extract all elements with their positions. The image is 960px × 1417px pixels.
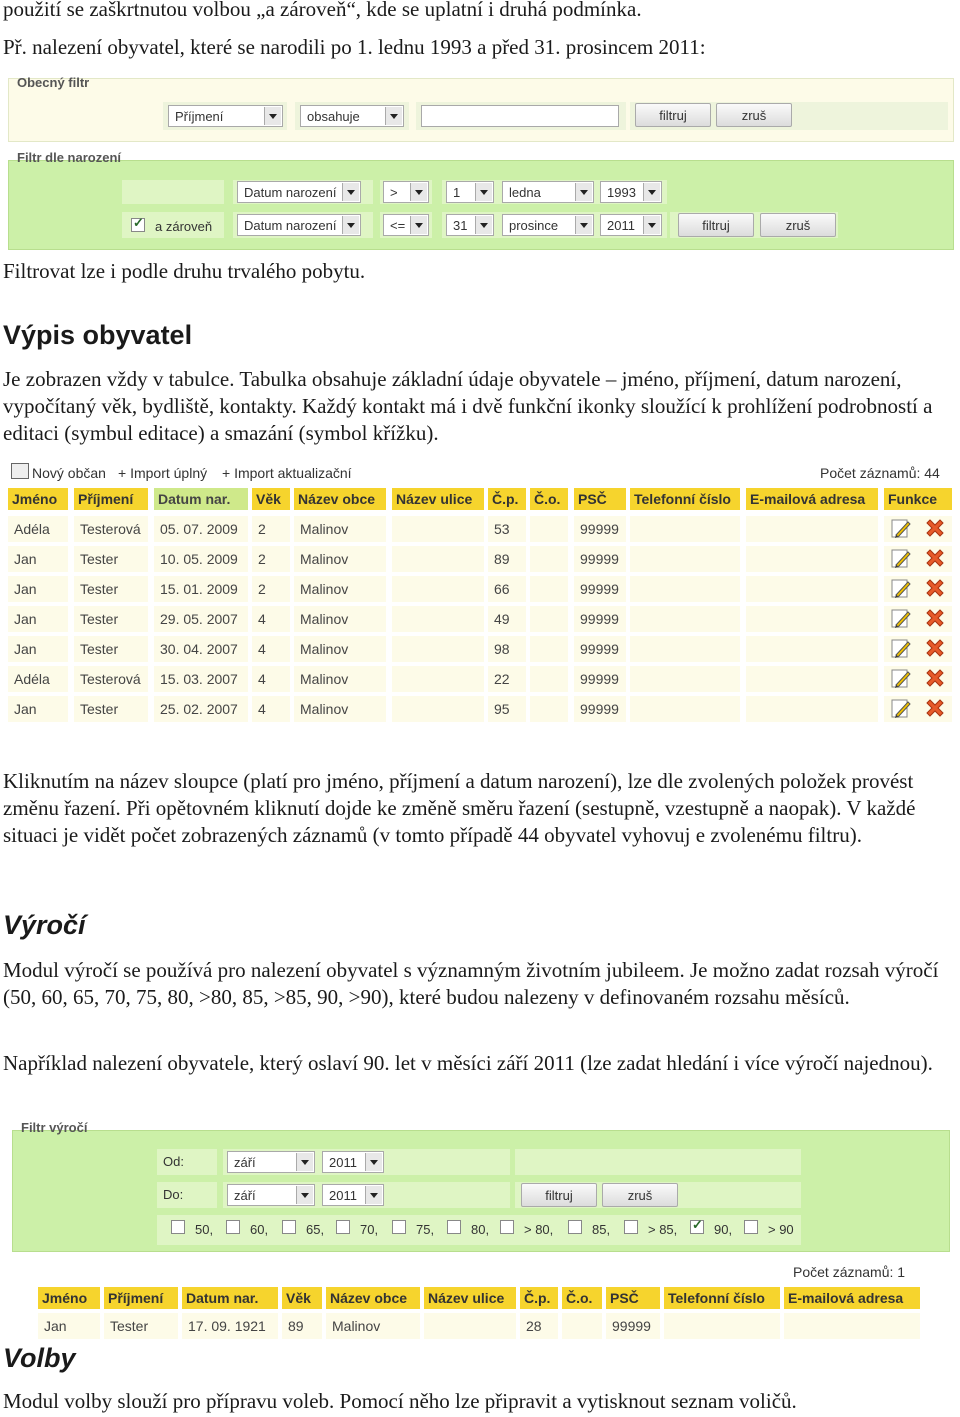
cell-postcode: 99999 (574, 606, 626, 632)
anniversary-option-label: 50, (195, 1222, 214, 1237)
anniversary-option-checkbox[interactable] (500, 1220, 514, 1234)
cell-functions (884, 576, 952, 602)
cell-town: Malinov (294, 576, 386, 602)
col-header-age: Věk (252, 488, 290, 510)
new-citizen-link[interactable]: Nový občan (32, 465, 106, 481)
delete-icon[interactable] (924, 518, 946, 540)
edit-icon[interactable] (890, 548, 912, 570)
import-full-link[interactable]: + Import úplný (118, 465, 208, 481)
col-header-birth-date[interactable]: Datum nar. (154, 488, 248, 510)
anniversary-cell-phone (664, 1313, 780, 1339)
cell-surname: Tester (74, 576, 148, 602)
anniversary-option-checkbox[interactable] (744, 1220, 758, 1234)
anniversary-option-checkbox[interactable] (171, 1220, 185, 1234)
section-elections-text: Modul volby slouží pro přípravu voleb. Pomocí něho lze připravit a vytisknout seznam voličů. (3, 1389, 797, 1413)
anniversary-option-label: > 80, (524, 1222, 554, 1237)
delete-icon[interactable] (924, 578, 946, 600)
anniversary-from-month-select[interactable]: září (227, 1151, 315, 1173)
col-header-first-name[interactable]: Jméno (8, 488, 68, 510)
cell-town: Malinov (294, 516, 386, 542)
cell-town: Malinov (294, 636, 386, 662)
cell-street (392, 636, 484, 662)
anniversary-col-header-town: Název obce (326, 1287, 420, 1309)
general-filter-field-select[interactable]: Příjmení (168, 105, 283, 127)
anniversary-col-header-house-no: Č.p. (520, 1287, 558, 1309)
after-filter-text: Filtrovat lze i podle druhu trvalého pobytu. (3, 259, 366, 283)
delete-icon[interactable] (924, 548, 946, 570)
cell-birth-date: 15. 03. 2007 (154, 666, 248, 692)
anniversary-option-checkbox[interactable] (336, 1220, 350, 1234)
anniversary-col-header-email: E-mailová adresa (784, 1287, 920, 1309)
col-header-phone: Telefonní číslo (630, 488, 740, 510)
cell-town: Malinov (294, 546, 386, 572)
cell-age: 2 (252, 576, 290, 602)
cell-birth-date: 25. 02. 2007 (154, 696, 248, 722)
residents-toolbar (8, 461, 952, 483)
cell-email (746, 696, 878, 722)
cell-house-no: 66 (488, 576, 526, 602)
cell-functions (884, 636, 952, 662)
cell-surname: Testerová (74, 666, 148, 692)
anniversary-option-label: 65, (306, 1222, 325, 1237)
anniversary-col-header-phone: Telefonní číslo (664, 1287, 780, 1309)
general-filter-operator-select[interactable]: obsahuje (300, 105, 404, 127)
cell-surname: Tester (74, 636, 148, 662)
birth-row1-year-select[interactable]: 1993 (600, 181, 662, 203)
delete-icon[interactable] (924, 698, 946, 720)
anniversary-cell-age: 89 (282, 1313, 322, 1339)
cell-first-name: Jan (8, 636, 68, 662)
col-header-house-no: Č.p. (488, 488, 526, 510)
birth-filter-title: Filtr dle narození (17, 150, 122, 165)
anniversary-cell-surname: Tester (104, 1313, 178, 1339)
general-filter-title: Obecný filtr (17, 75, 90, 90)
birth-row2-day-select[interactable]: 31 (446, 214, 494, 236)
cell-orientation-no (530, 546, 568, 572)
birth-row2-month-select[interactable]: prosince (502, 214, 594, 236)
anniversary-to-month-select[interactable]: září (227, 1184, 315, 1206)
col-header-town: Název obce (294, 488, 386, 510)
cell-orientation-no (530, 516, 568, 542)
cell-email (746, 546, 878, 572)
cell-postcode: 99999 (574, 636, 626, 662)
anniversary-option-label: 75, (416, 1222, 435, 1237)
cell-email (746, 516, 878, 542)
cell-age: 2 (252, 516, 290, 542)
import-update-link[interactable]: + Import aktualizační (222, 465, 352, 481)
birth-row1-operator-select[interactable]: > (383, 181, 429, 203)
cell-first-name: Jan (8, 546, 68, 572)
general-filter-button[interactable]: filtruj (635, 103, 711, 127)
birth-filter-button[interactable]: filtruj (678, 213, 754, 237)
cell-functions (884, 546, 952, 572)
col-header-email: E-mailová adresa (746, 488, 878, 510)
edit-icon[interactable] (890, 608, 912, 630)
table-icon (11, 463, 29, 479)
anniversary-option-label: 85, (592, 1222, 611, 1237)
anniversary-option-label: 60, (250, 1222, 269, 1237)
birth-row1-month-select[interactable]: ledna (502, 181, 594, 203)
cell-street (392, 576, 484, 602)
cell-house-no: 95 (488, 696, 526, 722)
col-header-surname[interactable]: Příjmení (74, 488, 148, 510)
sorting-text: Kliknutím na název sloupce (platí pro jméno, příjmení a datum narození), lze dle zvolených položek provést změnu řazení. Při opětovném kliknutí dojde ke změně směru řazení (sestupně, vzestupně a naopak). V každé situaci je vidět počet zobrazených záznamů (v tomto případě 44 obyvatel vyhovuj e zvolenému filtru). (3, 769, 916, 847)
cell-orientation-no (530, 696, 568, 722)
anniversary-option-checkbox[interactable] (447, 1220, 461, 1234)
cell-phone (630, 546, 740, 572)
cell-postcode: 99999 (574, 516, 626, 542)
cell-birth-date: 29. 05. 2007 (154, 606, 248, 632)
cell-street (392, 516, 484, 542)
birth-row2-year-select[interactable]: 2011 (600, 214, 662, 236)
anniversary-option-label: 90, (714, 1222, 733, 1237)
anniversary-option-checkbox[interactable] (392, 1220, 406, 1234)
cell-phone (630, 666, 740, 692)
cell-surname: Tester (74, 606, 148, 632)
cell-age: 2 (252, 546, 290, 572)
anniversary-cell-house-no: 28 (520, 1313, 558, 1339)
anniversary-cell-email (784, 1313, 920, 1339)
anniversary-col-header-postcode: PSČ (606, 1287, 660, 1309)
cell-town: Malinov (294, 666, 386, 692)
birth-and-checkbox[interactable] (131, 218, 145, 232)
anniversary-cancel-button[interactable]: zruš (602, 1183, 678, 1207)
cell-first-name: Jan (8, 606, 68, 632)
cell-street (392, 696, 484, 722)
col-header-street: Název ulice (392, 488, 484, 510)
cell-email (746, 666, 878, 692)
section-anniversary-text-2: Například nalezení obyvatele, který oslaví 90. let v měsíci září 2011 (lze zadat hledání i více výročí najednou). (3, 1051, 933, 1075)
cell-phone (630, 516, 740, 542)
cell-first-name: Adéla (8, 516, 68, 542)
anniversary-col-header-surname[interactable]: Příjmení (104, 1287, 178, 1309)
anniversary-option-checkbox[interactable] (624, 1220, 638, 1234)
anniversary-option-label: 70, (360, 1222, 379, 1237)
anniversary-filter-title: Filtr výročí (21, 1120, 88, 1135)
col-header-postcode: PSČ (574, 488, 626, 510)
cell-age: 4 (252, 666, 290, 692)
anniversary-record-count: Počet záznamů: 1 (793, 1264, 906, 1280)
cell-orientation-no (530, 666, 568, 692)
anniversary-cell-first-name: Jan (38, 1313, 100, 1339)
intro-line-1: použití se zaškrtnutou volbou „a zároveň“, kde se uplatní i druhá podmínka. (3, 0, 642, 21)
anniversary-option-checkbox[interactable] (568, 1220, 582, 1234)
anniversary-option-label: > 85, (648, 1222, 678, 1237)
cell-functions (884, 696, 952, 722)
cell-birth-date: 10. 05. 2009 (154, 546, 248, 572)
cell-postcode: 99999 (574, 666, 626, 692)
col-header-orientation-no: Č.o. (530, 488, 568, 510)
cell-functions (884, 516, 952, 542)
anniversary-to-label: Do: (163, 1187, 184, 1202)
cell-surname: Tester (74, 546, 148, 572)
edit-icon[interactable] (890, 638, 912, 660)
cell-phone (630, 576, 740, 602)
cell-phone (630, 696, 740, 722)
record-count: Počet záznamů: 44 (820, 465, 940, 481)
section-anniversary-text-1: Modul výročí se používá pro nalezení obyvatel s významným životním jubileem. Je možno zadat rozsah výročí (50, 60, 65, 70, 75, 80, >80, 85, >85, 90, >90), které budou nalezeny v definovaném rozsahu měsíců. (3, 958, 939, 1009)
cell-house-no: 98 (488, 636, 526, 662)
anniversary-cell-birth-date: 17. 09. 1921 (182, 1313, 278, 1339)
birth-cancel-button[interactable]: zruš (760, 213, 836, 237)
cell-house-no: 89 (488, 546, 526, 572)
cell-town: Malinov (294, 606, 386, 632)
anniversary-cell-postcode: 99999 (606, 1313, 660, 1339)
anniversary-col-header-age: Věk (282, 1287, 322, 1309)
section-residents-text: Je zobrazen vždy v tabulce. Tabulka obsahuje základní údaje obyvatele – jméno, příjmení, datum narození, vypočítaný věk, bydliště, kontakty. Každý kontakt má i dvě funkční ikonky sloužící k prohlížení podrobností a editaci (symbul editace) a smazání (symbol křížku). (3, 367, 933, 445)
anniversary-cell-town: Malinov (326, 1313, 420, 1339)
section-heading-anniversary: Výročí (3, 910, 86, 940)
intro-line-2: Př. nalezení obyvatel, které se narodili po 1. lednu 1993 a před 31. prosincem 2011: (3, 35, 706, 59)
anniversary-option-checkbox[interactable] (282, 1220, 296, 1234)
cell-street (392, 666, 484, 692)
cell-town: Malinov (294, 696, 386, 722)
cell-postcode: 99999 (574, 576, 626, 602)
cell-orientation-no (530, 606, 568, 632)
anniversary-from-year-select[interactable]: 2011 (322, 1151, 384, 1173)
cell-surname: Tester (74, 696, 148, 722)
birth-and-label: a zároveň (155, 219, 213, 234)
delete-icon[interactable] (924, 608, 946, 630)
delete-icon[interactable] (924, 638, 946, 660)
cell-first-name: Jan (8, 576, 68, 602)
cell-orientation-no (530, 576, 568, 602)
cell-birth-date: 05. 07. 2009 (154, 516, 248, 542)
anniversary-option-label: 80, (471, 1222, 490, 1237)
anniversary-cell-orientation-no (562, 1313, 602, 1339)
cell-age: 4 (252, 696, 290, 722)
cell-age: 4 (252, 606, 290, 632)
cell-birth-date: 30. 04. 2007 (154, 636, 248, 662)
cell-surname: Testerová (74, 516, 148, 542)
anniversary-cell-street (424, 1313, 516, 1339)
edit-icon[interactable] (890, 668, 912, 690)
cell-street (392, 546, 484, 572)
cell-functions (884, 666, 952, 692)
birth-row2-field-select[interactable]: Datum narození (237, 214, 361, 236)
cell-street (392, 606, 484, 632)
delete-icon[interactable] (924, 668, 946, 690)
anniversary-option-checkbox[interactable] (690, 1220, 704, 1234)
anniversary-to-year-select[interactable]: 2011 (322, 1184, 384, 1206)
cell-house-no: 53 (488, 516, 526, 542)
cell-postcode: 99999 (574, 546, 626, 572)
birth-row1-field-select[interactable]: Datum narození (237, 181, 361, 203)
edit-icon[interactable] (890, 578, 912, 600)
cell-first-name: Adéla (8, 666, 68, 692)
cell-phone (630, 636, 740, 662)
anniversary-col-header-first-name[interactable]: Jméno (38, 1287, 100, 1309)
cell-email (746, 576, 878, 602)
cell-email (746, 606, 878, 632)
cell-email (746, 636, 878, 662)
anniversary-from-label: Od: (163, 1154, 184, 1169)
cell-functions (884, 606, 952, 632)
col-header-functions: Funkce (884, 488, 952, 510)
section-heading-residents: Výpis obyvatel (3, 320, 193, 350)
anniversary-option-label: > 90 (768, 1222, 794, 1237)
birth-row1-day-select[interactable]: 1 (446, 181, 494, 203)
anniversary-col-header-orientation-no: Č.o. (562, 1287, 602, 1309)
cell-phone (630, 606, 740, 632)
section-heading-elections: Volby (3, 1343, 76, 1373)
cell-orientation-no (530, 636, 568, 662)
cell-house-no: 49 (488, 606, 526, 632)
anniversary-option-checkbox[interactable] (226, 1220, 240, 1234)
anniversary-col-header-birth-date[interactable]: Datum nar. (182, 1287, 278, 1309)
cell-house-no: 22 (488, 666, 526, 692)
cell-age: 4 (252, 636, 290, 662)
general-filter-value-input[interactable] (421, 105, 619, 127)
cell-postcode: 99999 (574, 696, 626, 722)
edit-icon[interactable] (890, 698, 912, 720)
cell-birth-date: 15. 01. 2009 (154, 576, 248, 602)
cell-first-name: Jan (8, 696, 68, 722)
birth-row2-operator-select[interactable]: <= (383, 214, 429, 236)
edit-icon[interactable] (890, 518, 912, 540)
general-cancel-button[interactable]: zruš (716, 103, 792, 127)
anniversary-col-header-street: Název ulice (424, 1287, 516, 1309)
anniversary-filter-button[interactable]: filtruj (521, 1183, 597, 1207)
